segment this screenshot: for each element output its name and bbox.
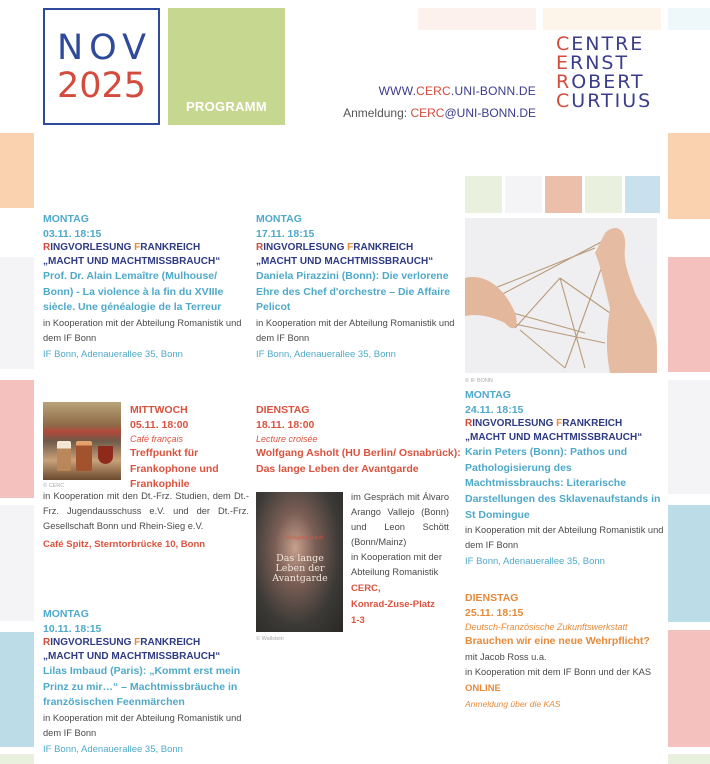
deco-band-left-grey xyxy=(0,257,34,369)
event-cooperation: in Kooperation mit der Abteilung Romanistik und dem IF Bonn xyxy=(43,712,242,738)
month-label: NOV xyxy=(56,27,153,68)
event-series xyxy=(43,636,248,650)
event-day: DIENSTAG xyxy=(256,404,310,416)
series-initial: R xyxy=(43,242,51,254)
logo-word: ENTRE xyxy=(571,33,645,55)
event-title: Treffpunkt für Frankophone und Frankophile xyxy=(130,447,219,491)
registration-label: Anmeldung: xyxy=(343,106,408,120)
event-series-subtitle: „MACHT UND MACHTMISSBRAUCH“ xyxy=(43,256,221,268)
deco-band-right-peach xyxy=(668,133,710,219)
event-datetime: 25.11. 18:15 xyxy=(465,606,524,619)
series-word: RANKREICH xyxy=(140,242,201,254)
deco-swatch-salmon xyxy=(545,176,582,213)
event-day: MONTAG xyxy=(465,389,511,401)
event-location-line-2: Konrad-Zuse-Platz xyxy=(351,599,435,610)
event-card-1711 xyxy=(256,212,456,363)
series-initial: F xyxy=(556,418,563,430)
image-credit: © CERC xyxy=(43,483,65,489)
event-title: Karin Peters (Bonn): Pathos und Pathologisierung des Machtmissbrauchs: Literarische Darstellungen des Sklavenaufstands in St Domingue xyxy=(465,446,661,521)
logo-initial: R xyxy=(556,71,572,93)
event-cooperation: in Kooperation mit der Abteilung Romanistik und dem IF Bonn xyxy=(256,317,455,343)
event-datetime: 18.11. 18:00 xyxy=(256,418,315,431)
event-location: IF Bonn, Adenauerallee 35, Bonn xyxy=(43,743,183,755)
email-link[interactable] xyxy=(410,106,536,120)
email-suffix: @UNI-BONN.DE xyxy=(444,106,536,120)
website-link[interactable] xyxy=(343,80,536,102)
event-location: IF Bonn, Adenauerallee 35, Bonn xyxy=(43,348,183,360)
book-author: Wolfgang Asholt xyxy=(286,536,324,541)
series-word: RANKREICH xyxy=(140,637,201,649)
event-day: MONTAG xyxy=(43,213,89,225)
contact-info xyxy=(343,80,536,124)
logo-initial: C xyxy=(556,33,572,55)
deco-swatch-green xyxy=(465,176,502,213)
event-card-1811 xyxy=(256,403,461,477)
event-datetime: 17.11. 18:15 xyxy=(256,227,315,240)
image-credit: © Wallstein xyxy=(256,636,284,642)
series-initial: R xyxy=(43,637,51,649)
event-datetime: 10.11. 18:15 xyxy=(43,622,102,635)
website-highlight: CERC xyxy=(416,84,451,98)
month-badge xyxy=(43,8,160,125)
series-word: RANKREICH xyxy=(353,242,414,254)
event-location: IF Bonn, Adenauerallee 35, Bonn xyxy=(256,348,396,360)
book-title: Das lange Leben der Avantgarde xyxy=(272,553,328,584)
event-card-1011 xyxy=(43,607,248,758)
event-kind: Deutsch-Französische Zukunftswerkstatt xyxy=(465,622,628,633)
logo-word: RNST xyxy=(570,52,630,74)
event-conversation: im Gespräch mit Álvaro Arango Vallejo (Bonn) und Leon Schött (Bonn/Mainz) xyxy=(351,492,449,547)
drink-glass xyxy=(76,441,92,471)
event-series xyxy=(256,241,456,255)
book-cover xyxy=(256,492,343,632)
deco-band-top-2 xyxy=(543,8,661,30)
program-label: PROGRAMM xyxy=(185,99,268,114)
event-card-2511 xyxy=(465,591,670,711)
deco-band-top-3 xyxy=(668,8,710,30)
event-series xyxy=(43,241,248,255)
event-title: Prof. Dr. Alain Lemaître (Mulhouse/ Bonn) - La violence à la fin du XVIIIe siècle. Une généalogie de la Terreur xyxy=(43,270,224,314)
event-location-line-3: 1-3 xyxy=(351,615,365,626)
cerc-logo xyxy=(556,35,652,111)
website-suffix: .UNI-BONN.DE xyxy=(450,84,536,98)
event-datetime: 05.11. 18:00 xyxy=(130,418,189,431)
event-series-subtitle: „MACHT UND MACHTMISSBRAUCH“ xyxy=(465,432,643,444)
event-cooperation: in Kooperation mit den Dt.-Frz. Studien, dem Dt.-Frz. Jugendausschuss e.V. und der Dt.-Frz. Gesellschaft Bonn und Rhein-Sieg e.V. xyxy=(43,491,249,531)
event-cooperation: in Kooperation mit der Abteilung Romanistik xyxy=(351,552,442,577)
series-word: INGVORLESUNG xyxy=(263,242,348,254)
event-datetime: 03.11. 18:15 xyxy=(43,227,102,240)
event-location: IF Bonn, Adenauerallee 35, Bonn xyxy=(465,556,605,568)
deco-band-left-blue xyxy=(0,632,34,747)
event-series xyxy=(465,417,670,431)
event-day: MONTAG xyxy=(43,608,89,620)
deco-swatch-grey xyxy=(505,176,542,213)
event-series-subtitle: „MACHT UND MACHTMISSBRAUCH“ xyxy=(43,651,221,663)
event-card-0311 xyxy=(43,212,248,363)
event-day: MONTAG xyxy=(256,213,302,225)
website-prefix: WWW. xyxy=(378,84,417,98)
event-cooperation: in Kooperation mit der Abteilung Romanistik und dem IF Bonn xyxy=(43,317,242,343)
logo-initial: C xyxy=(556,90,572,112)
event-card-0511 xyxy=(130,403,250,493)
event-cooperation: in Kooperation mit der Abteilung Romanistik und dem IF Bonn xyxy=(465,525,664,551)
deco-band-left-grey-2 xyxy=(0,505,34,621)
series-initial: F xyxy=(347,242,354,254)
deco-band-left-pink xyxy=(0,380,34,498)
drink-glass xyxy=(57,441,71,471)
series-word: INGVORLESUNG xyxy=(472,418,557,430)
image-credit: © IF BONN xyxy=(465,378,493,384)
deco-band-right-blue xyxy=(668,505,710,622)
deco-swatch-blue xyxy=(625,176,660,213)
series-initial: F xyxy=(134,242,141,254)
deco-band-right-grey xyxy=(668,380,710,494)
program-badge xyxy=(168,8,285,125)
deco-band-top-1 xyxy=(418,8,536,30)
email-highlight: CERC xyxy=(410,106,445,120)
event-card-2411 xyxy=(465,388,670,570)
event-series-subtitle: „MACHT UND MACHTMISSBRAUCH“ xyxy=(256,256,434,268)
event-card-0511-details xyxy=(43,489,249,553)
event-day: MITTWOCH xyxy=(130,404,188,416)
hands-string-photo xyxy=(465,218,657,373)
event-card-1811-details xyxy=(351,490,449,629)
event-cooperation: in Kooperation mit dem IF Bonn und der KAS xyxy=(465,666,652,677)
event-kind: Lecture croisée xyxy=(256,434,318,445)
deco-swatch-green-2 xyxy=(585,176,622,213)
event-guests: mit Jacob Ross u.a. xyxy=(465,651,547,662)
event-kind: Café français xyxy=(130,434,184,445)
series-word: INGVORLESUNG xyxy=(50,637,135,649)
deco-band-right-pink-2 xyxy=(668,630,710,747)
hands-illustration xyxy=(465,218,657,373)
series-word: RANKREICH xyxy=(562,418,623,430)
logo-line-curtius xyxy=(556,92,652,111)
event-location: ONLINE xyxy=(465,682,501,694)
series-initial: R xyxy=(465,418,473,430)
year-label: 2025 xyxy=(56,65,147,106)
drink-glass xyxy=(98,446,113,464)
deco-band-right-pink xyxy=(668,257,710,372)
event-title: Brauchen wir eine neue Wehrpflicht? xyxy=(465,635,650,648)
deco-band-right-green xyxy=(668,754,710,764)
logo-word: OBERT xyxy=(571,71,645,93)
event-title: Lilas Imbaud (Paris): „Kommt erst mein Prinz zu mir…“ – Machtmissbräuche in französischen Feenmärchen xyxy=(43,665,241,709)
cafe-photo xyxy=(43,402,121,480)
series-word: INGVORLESUNG xyxy=(50,242,135,254)
deco-band-left-green xyxy=(0,754,34,764)
event-datetime: 24.11. 18:15 xyxy=(465,403,524,416)
logo-initial: E xyxy=(556,52,571,74)
deco-band-left-peach xyxy=(0,133,34,208)
event-day: DIENSTAG xyxy=(465,592,519,604)
registration-line xyxy=(343,102,536,124)
event-title: Wolfgang Asholt (HU Berlin/ Osnabrück): Das lange Leben der Avantgarde xyxy=(256,447,461,475)
series-initial: F xyxy=(134,637,141,649)
event-title: Daniela Pirazzini (Bonn): Die verlorene Ehre des Chef d'orchestre – Die Affaire Pelicot xyxy=(256,270,451,314)
series-initial: R xyxy=(256,242,264,254)
event-registration-note: Anmeldung über die KAS xyxy=(465,698,561,709)
event-location: Café Spitz, Sterntorbrücke 10, Bonn xyxy=(43,539,206,550)
logo-word: URTIUS xyxy=(571,90,653,112)
event-location-line-1: CERC, xyxy=(351,583,381,594)
